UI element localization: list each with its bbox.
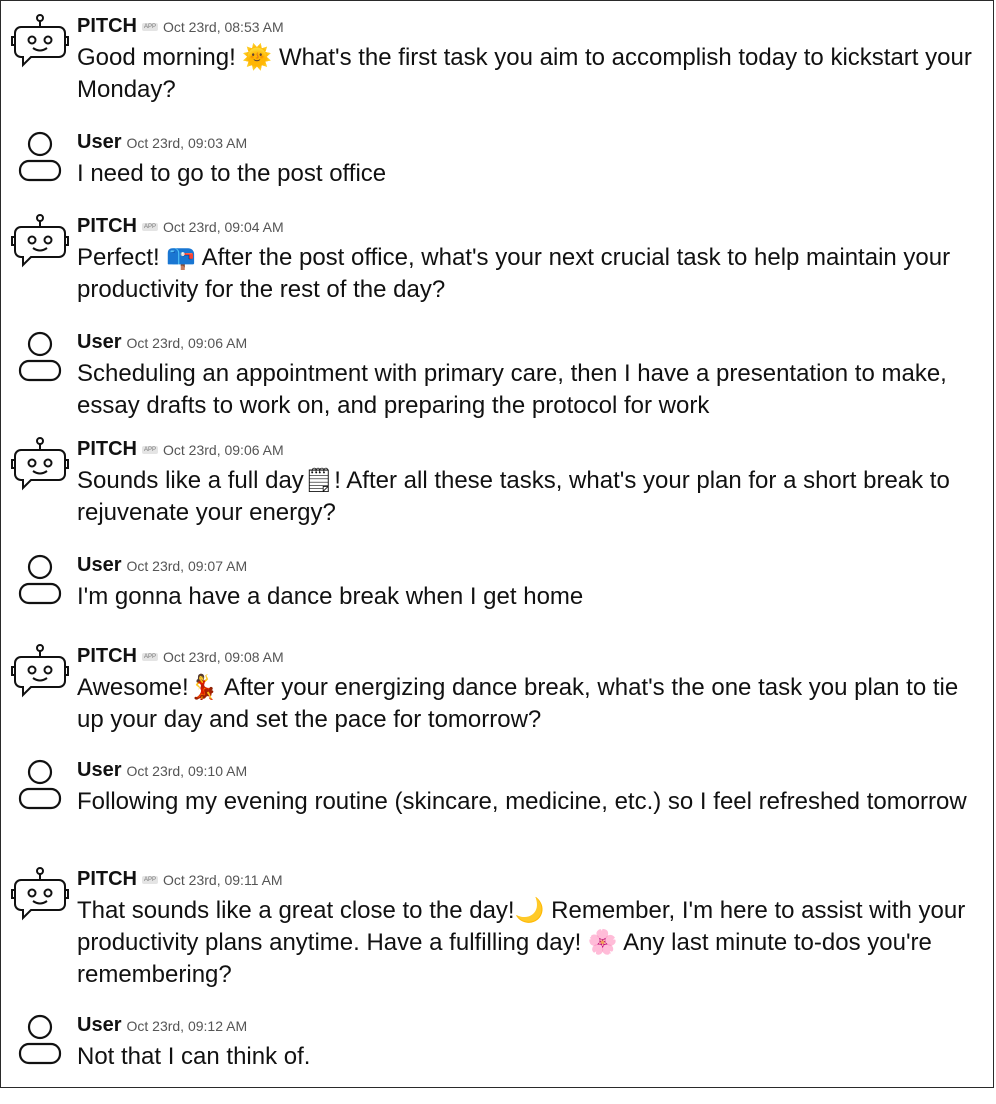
message-timestamp: Oct 23rd, 09:10 AM	[126, 763, 248, 779]
message-timestamp: Oct 23rd, 09:06 AM	[126, 335, 248, 351]
sender-name: PITCH	[77, 868, 137, 890]
sender-name: User	[77, 131, 122, 153]
robot-avatar-icon	[11, 13, 69, 71]
message-text: I need to go to the post office	[77, 160, 387, 187]
user-avatar-icon	[11, 757, 69, 815]
sender-name: User	[77, 759, 122, 781]
sender-name: User	[77, 554, 122, 576]
message-timestamp: Oct 23rd, 09:06 AM	[163, 442, 284, 458]
user-avatar-icon	[11, 129, 69, 187]
sender-name: PITCH	[77, 215, 137, 237]
message-text: Sounds like a full day🗒! After all these tasks, what's your plan for a short break to rejuvenate your energy?	[77, 467, 957, 526]
message-text: Following my evening routine (skincare, medicine, etc.) so I feel refreshed tomorrow	[77, 788, 967, 815]
robot-avatar-icon	[11, 213, 69, 271]
app-badge: APP	[144, 24, 157, 30]
message-timestamp: Oct 23rd, 09:08 AM	[163, 649, 284, 665]
message-text: That sounds like a great close to the day!🌙 Remember, I'm here to assist with your productivity plans anytime. Have a fulfilling day! 🌸 Any last minute to-dos you're remembering?	[77, 897, 972, 988]
sender-name: PITCH	[77, 645, 137, 667]
sender-name: PITCH	[77, 15, 137, 37]
app-badge: APP	[144, 447, 157, 453]
message-text: Perfect! 📪 After the post office, what's your next crucial task to help maintain your productivity for the rest of the day?	[77, 244, 957, 303]
user-avatar-icon	[11, 1012, 69, 1070]
message-text: Awesome!💃 After your energizing dance break, what's the one task you plan to tie up your day and set the pace for tomorrow?	[77, 674, 965, 733]
message-timestamp: Oct 23rd, 08:53 AM	[163, 19, 284, 35]
robot-avatar-icon	[11, 866, 69, 924]
app-badge: APP	[144, 654, 157, 660]
message-timestamp: Oct 23rd, 09:12 AM	[126, 1018, 248, 1034]
message-timestamp: Oct 23rd, 09:04 AM	[163, 219, 284, 235]
message-text: Scheduling an appointment with primary care, then I have a presentation to make, essay drafts to work on, and preparing the protocol for work	[77, 360, 954, 419]
message-timestamp: Oct 23rd, 09:03 AM	[126, 135, 248, 151]
app-badge: APP	[144, 877, 157, 883]
message-text: Not that I can think of.	[77, 1043, 311, 1070]
message-timestamp: Oct 23rd, 09:11 AM	[163, 872, 283, 888]
message-text: I'm gonna have a dance break when I get home	[77, 583, 584, 610]
user-avatar-icon	[11, 329, 69, 387]
sender-name: User	[77, 1014, 122, 1036]
user-avatar-icon	[11, 552, 69, 610]
message-timestamp: Oct 23rd, 09:07 AM	[126, 558, 248, 574]
sender-name: PITCH	[77, 438, 137, 460]
sender-name: User	[77, 331, 122, 353]
robot-avatar-icon	[11, 643, 69, 701]
app-badge: APP	[144, 224, 157, 230]
message-text: Good morning! 🌞 What's the first task you aim to accomplish today to kickstart your Monday?	[77, 44, 979, 103]
robot-avatar-icon	[11, 436, 69, 494]
